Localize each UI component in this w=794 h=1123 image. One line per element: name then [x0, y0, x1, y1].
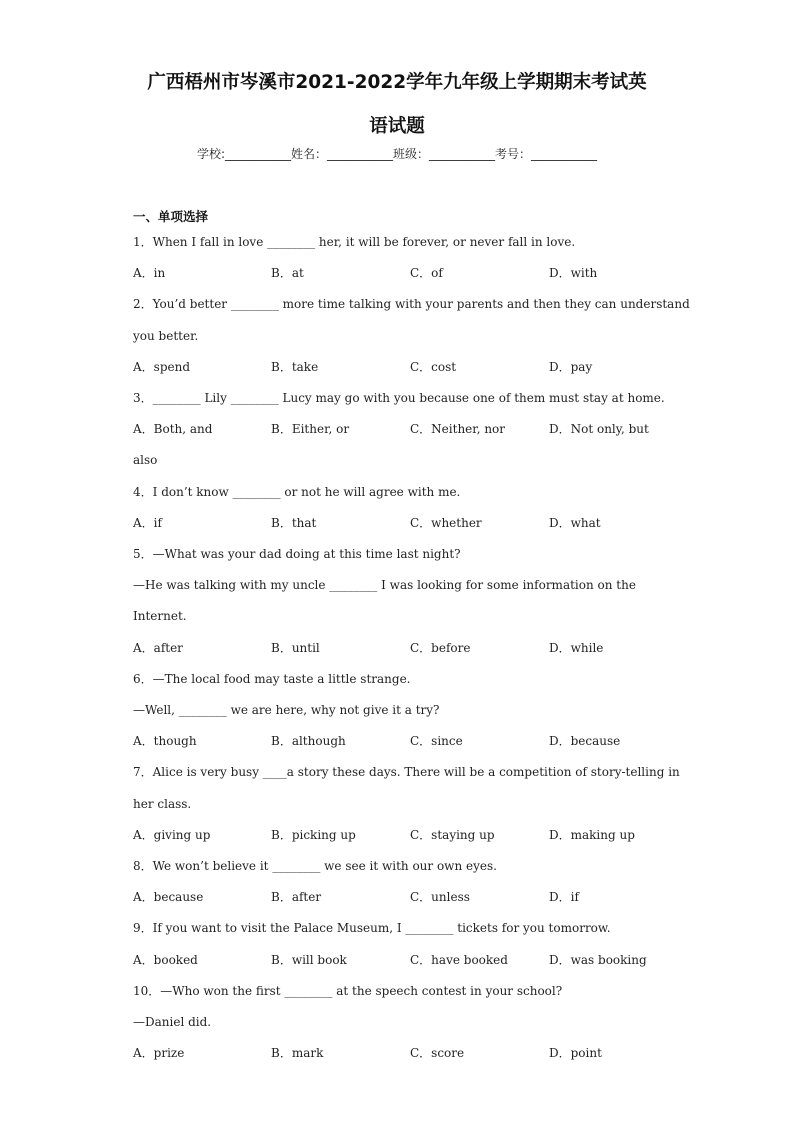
question-10-text-line: —Daniel did. — [133, 1015, 212, 1029]
question-2-text-line: you better. — [133, 328, 199, 343]
question-6-text-line: 6．—The local food may taste a little strange. — [133, 671, 411, 686]
question-7-option-a: A．giving up — [133, 827, 211, 842]
exam-title-line1: 广西梧州市岑溪市2021-2022学年九年级上学期期末考试英 — [147, 72, 647, 93]
question-1-option-b: B．at — [271, 266, 304, 281]
question-5-option-c: C．before — [410, 640, 471, 655]
question-3-option-c: C．Neither, nor — [410, 422, 506, 437]
question-10-option-a: A．prize — [133, 1046, 185, 1061]
question-10-option-b: B．mark — [271, 1046, 324, 1061]
question-7-text-line: 7．Alice is very busy ____a story these days. There will be a competition of story-telling in — [133, 765, 680, 780]
question-8-text-line: 8．We won’t believe it ________ we see it with our own eyes. — [133, 859, 497, 873]
student-info-line: 学校:___________姓名：___________班级：___________考号：___________ — [196, 147, 598, 161]
exam-title-line2: 语试题 — [369, 116, 425, 137]
question-6-option-b: B．although — [271, 734, 346, 749]
question-7-option-b: B．picking up — [271, 827, 356, 842]
question-8-option-a: A．because — [133, 890, 204, 905]
question-6-option-a: A．though — [133, 734, 197, 749]
question-5-option-b: B．until — [271, 640, 320, 655]
question-2-option-b: B．take — [271, 359, 319, 374]
question-5-option-a: A．after — [133, 640, 183, 655]
question-3-option-a: A．Both, and — [133, 422, 213, 437]
question-2-option-d: D．pay — [549, 359, 593, 374]
question-7-option-c: C．staying up — [410, 827, 495, 842]
question-1-option-c: C．of — [410, 266, 443, 281]
question-1-option-d: D．with — [549, 266, 598, 281]
question-5-text-line: Internet. — [133, 609, 187, 624]
question-9-option-c: C．have booked — [410, 952, 508, 967]
question-3-option-tail: also — [133, 453, 158, 468]
section-heading: 一、单项选择 — [133, 209, 209, 224]
question-10-option-c: C．score — [410, 1046, 465, 1061]
question-3-option-b: B．Either, or — [271, 422, 350, 437]
question-4-text-line: 4．I don’t know ________ or not he will agree with me. — [133, 484, 461, 499]
question-6-option-d: D．because — [549, 734, 621, 749]
question-7-option-d: D．making up — [549, 827, 635, 842]
question-4-option-d: D．what — [549, 515, 601, 530]
question-8-option-c: C．unless — [410, 890, 470, 905]
question-9-option-d: D．was booking — [549, 952, 647, 967]
question-9-text-line: 9．If you want to visit the Palace Museum, I ________ tickets for you tomorrow. — [133, 921, 611, 936]
question-1-text-line: 1．When I fall in love ________ her, it will be forever, or never fall in love. — [133, 235, 576, 249]
question-3-text-line: 3．________ Lily ________ Lucy may go with you because one of them must stay at home. — [133, 391, 665, 405]
question-4-option-b: B．that — [271, 515, 317, 530]
question-4-option-c: C．whether — [410, 515, 482, 530]
question-5-text-line: 5．—What was your dad doing at this time last night? — [133, 547, 461, 561]
question-10-text-line: 10．—Who won the first ________ at the speech contest in your school? — [133, 983, 563, 998]
question-6-text-line: —Well, ________ we are here, why not give it a try? — [133, 703, 440, 717]
question-6-option-c: C．since — [410, 734, 463, 749]
question-5-text-line: —He was talking with my uncle ________ I was looking for some information on the — [133, 578, 636, 593]
question-7-text-line: her class. — [133, 796, 192, 811]
question-10-option-d: D．point — [549, 1046, 602, 1061]
question-2-option-a: A．spend — [133, 359, 191, 374]
question-3-option-d: D．Not only, but — [549, 422, 649, 437]
question-1-option-a: A．in — [133, 266, 166, 281]
question-9-option-a: A．booked — [133, 952, 198, 967]
question-5-option-d: D．while — [549, 640, 604, 655]
question-2-option-c: C．cost — [410, 359, 457, 374]
question-8-option-d: D．if — [549, 890, 579, 905]
question-9-option-b: B．will book — [271, 952, 347, 967]
question-4-option-a: A．if — [133, 515, 162, 530]
question-8-option-b: B．after — [271, 890, 322, 905]
question-2-text-line: 2．You’d better ________ more time talking with your parents and then they can understand — [133, 297, 690, 312]
